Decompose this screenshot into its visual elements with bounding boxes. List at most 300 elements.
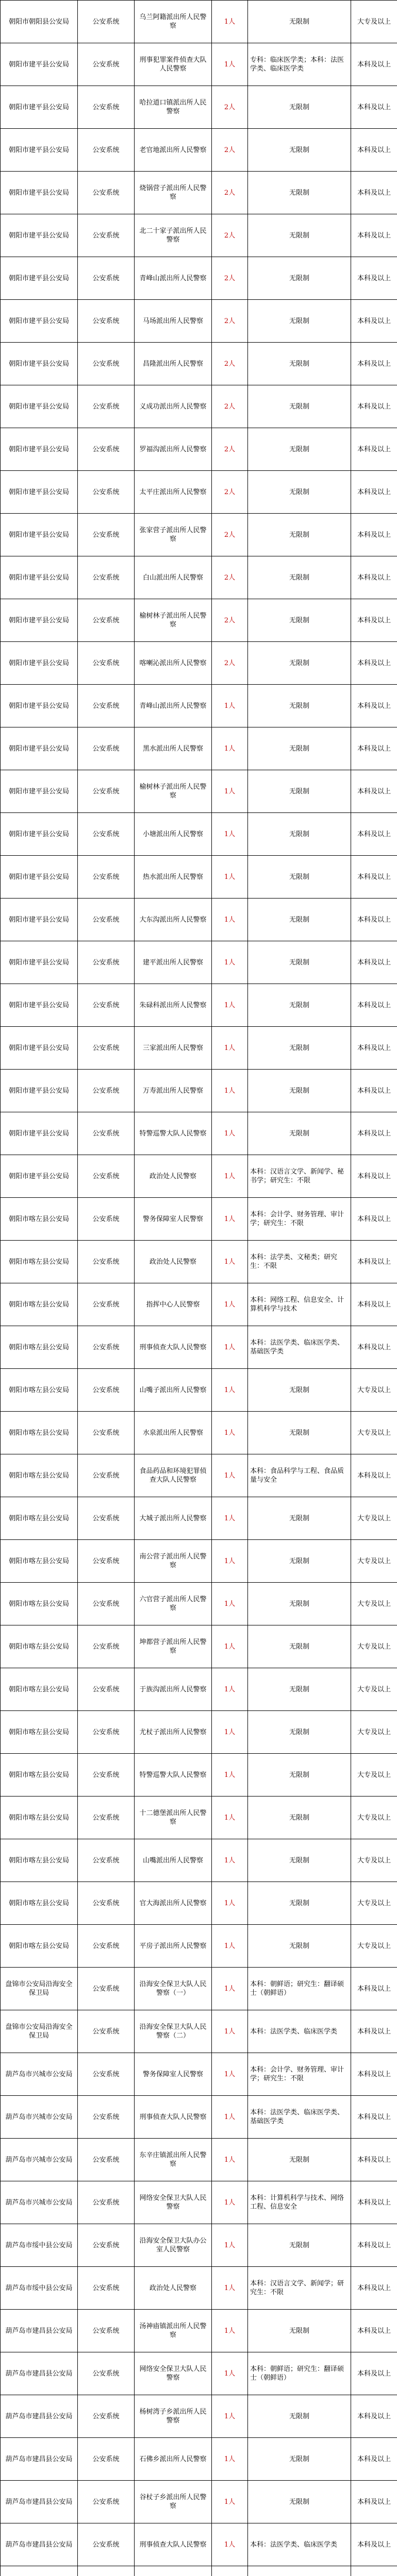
post-cell: 特警巡警大队人民警察 [135, 1112, 212, 1155]
post-cell: 朱碌科派出所人民警察 [135, 984, 212, 1027]
major-cell: 本科：会计学、财务管理、审计学；研究生：不限 [248, 1198, 351, 1241]
unit-cell: 朝阳市建平县公安局 [1, 343, 78, 385]
count-cell: 2人 [212, 556, 248, 599]
post-cell: 六官营子派出所人民警察 [135, 1583, 212, 1625]
major-cell: 无限制 [248, 899, 351, 941]
education-cell: 本科及以上 [351, 428, 397, 471]
system-cell: 公安系统 [78, 770, 135, 813]
count-cell: 1人 [212, 2224, 248, 2267]
count-cell: 1人 [212, 2481, 248, 2523]
unit-cell: 葫芦岛市建昌县公安局 [1, 2438, 78, 2481]
post-cell: 网络安全保卫大队人民警察 [135, 2181, 212, 2224]
count-cell: 1人 [212, 1155, 248, 1198]
unit-cell: 朝阳市喀左县公安局 [1, 1241, 78, 1283]
unit-cell: 盘锦市公安局沿海安全保卫局 [1, 2010, 78, 2053]
major-cell: 无限制 [248, 642, 351, 685]
count-cell: 1人 [212, 1711, 248, 1754]
system-cell: 公安系统 [78, 2224, 135, 2267]
education-cell: 大专及以上 [351, 1497, 397, 1540]
table-row [1, 1882, 397, 1925]
education-cell: 本科及以上 [351, 599, 397, 642]
major-cell: 无限制 [248, 1583, 351, 1625]
table-row [1, 1155, 397, 1198]
education-cell: 本科及以上 [351, 1454, 397, 1497]
table-row [1, 2352, 397, 2395]
system-cell: 公安系统 [78, 1112, 135, 1155]
table-row [1, 1497, 397, 1540]
count-cell: 2人 [212, 642, 248, 685]
major-cell: 无限制 [248, 1, 351, 43]
education-cell: 大专及以上 [351, 1754, 397, 1797]
unit-cell: 朝阳市喀左县公安局 [1, 1198, 78, 1241]
unit-cell: 葫芦岛市建昌县公安局 [1, 2395, 78, 2438]
system-cell: 公安系统 [78, 2010, 135, 2053]
education-cell: 本科及以上 [351, 514, 397, 556]
system-cell: 公安系统 [78, 385, 135, 428]
system-cell: 公安系统 [78, 2523, 135, 2566]
education-cell: 本科及以上 [351, 1112, 397, 1155]
major-cell: 本科：法医学类、临床医学类、基础医学类 [248, 1326, 351, 1369]
count-cell: 1人 [212, 1412, 248, 1454]
major-cell: 无限制 [248, 685, 351, 727]
post-cell [135, 2566, 212, 2576]
system-cell [78, 2566, 135, 2576]
major-cell: 无限制 [248, 2438, 351, 2481]
count-cell: 1人 [212, 2139, 248, 2181]
table-row [1, 1968, 397, 2010]
table-row [1, 1198, 397, 1241]
education-cell: 本科及以上 [351, 257, 397, 300]
count-cell: 1人 [212, 43, 248, 86]
count-cell: 2人 [212, 172, 248, 214]
post-cell: 热水派出所人民警察 [135, 856, 212, 899]
post-cell: 东辛庄镇派出所人民警察 [135, 2139, 212, 2181]
count-cell: 1人 [212, 770, 248, 813]
education-cell: 本科及以上 [351, 2139, 397, 2181]
post-cell: 老官地派出所人民警察 [135, 129, 212, 172]
system-cell: 公安系统 [78, 214, 135, 257]
table-row [1, 1625, 397, 1668]
count-cell: 1人 [212, 727, 248, 770]
unit-cell: 朝阳市喀左县公安局 [1, 1583, 78, 1625]
table-row [1, 2053, 397, 2096]
recruitment-table-body [1, 1, 397, 2576]
count-cell: 1人 [212, 1198, 248, 1241]
post-cell: 白山派出所人民警察 [135, 556, 212, 599]
major-cell: 无限制 [248, 1112, 351, 1155]
unit-cell: 葫芦岛市兴城市公安局 [1, 2181, 78, 2224]
table-row [1, 2566, 397, 2576]
table-row [1, 514, 397, 556]
system-cell: 公安系统 [78, 1497, 135, 1540]
education-cell: 大专及以上 [351, 1925, 397, 1968]
post-cell: 哈拉道口镇派出所人民警察 [135, 86, 212, 129]
unit-cell: 朝阳市建平县公安局 [1, 727, 78, 770]
table-row [1, 770, 397, 813]
post-cell: 沿海安全保卫大队人民警察（一） [135, 1968, 212, 2010]
education-cell: 本科及以上 [351, 2395, 397, 2438]
system-cell: 公安系统 [78, 941, 135, 984]
system-cell: 公安系统 [78, 2310, 135, 2352]
major-cell: 无限制 [248, 300, 351, 343]
system-cell: 公安系统 [78, 2481, 135, 2523]
table-row [1, 1369, 397, 1412]
count-cell: 1人 [212, 941, 248, 984]
unit-cell: 葫芦岛市绥中县公安局 [1, 2224, 78, 2267]
table-row [1, 43, 397, 86]
major-cell: 无限制 [248, 343, 351, 385]
major-cell: 无限制 [248, 1839, 351, 1882]
post-cell: 食品药品和环境犯罪侦查大队人民警察 [135, 1454, 212, 1497]
table-row [1, 899, 397, 941]
education-cell: 大专及以上 [351, 1797, 397, 1839]
post-cell: 太平庄派出所人民警察 [135, 471, 212, 514]
post-cell: 山嘴派出所人民警察 [135, 1839, 212, 1882]
post-cell: 沿海安全保卫大队办公室人民警察 [135, 2224, 212, 2267]
education-cell: 大专及以上 [351, 1625, 397, 1668]
major-cell: 无限制 [248, 514, 351, 556]
major-cell: 本科：法医学类、临床医学类 [248, 2523, 351, 2566]
unit-cell: 朝阳市喀左县公安局 [1, 1668, 78, 1711]
table-row [1, 2310, 397, 2352]
table-row [1, 642, 397, 685]
system-cell: 公安系统 [78, 343, 135, 385]
system-cell: 公安系统 [78, 1540, 135, 1583]
major-cell: 本科：汉语言文学、新闻学、秘书学；研究生：不限 [248, 1155, 351, 1198]
major-cell: 无限制 [248, 941, 351, 984]
unit-cell: 朝阳市喀左县公安局 [1, 1797, 78, 1839]
education-cell: 大专及以上 [351, 1839, 397, 1882]
major-cell: 无限制 [248, 1412, 351, 1454]
major-cell: 无限制 [248, 2310, 351, 2352]
table-row [1, 1925, 397, 1968]
count-cell: 2人 [212, 300, 248, 343]
education-cell: 本科及以上 [351, 2053, 397, 2096]
post-cell: 罗福沟派出所人民警察 [135, 428, 212, 471]
post-cell: 特警巡警大队人民警察 [135, 1754, 212, 1797]
post-cell: 刑事犯罪案件侦查大队人民警察 [135, 43, 212, 86]
education-cell: 本科及以上 [351, 856, 397, 899]
system-cell: 公安系统 [78, 2438, 135, 2481]
table-row [1, 941, 397, 984]
unit-cell: 朝阳市建平县公安局 [1, 428, 78, 471]
count-cell: 1人 [212, 2181, 248, 2224]
count-cell: 1人 [212, 1326, 248, 1369]
education-cell: 本科及以上 [351, 813, 397, 856]
major-cell: 无限制 [248, 770, 351, 813]
table-row [1, 2139, 397, 2181]
system-cell: 公安系统 [78, 899, 135, 941]
post-cell: 汤神庙镇派出所人民警察 [135, 2310, 212, 2352]
table-row [1, 599, 397, 642]
unit-cell: 朝阳市喀左县公安局 [1, 1925, 78, 1968]
count-cell: 1人 [212, 2395, 248, 2438]
table-row [1, 2224, 397, 2267]
post-cell: 青峰山派出所人民警察 [135, 685, 212, 727]
system-cell: 公安系统 [78, 1326, 135, 1369]
major-cell: 无限制 [248, 2395, 351, 2438]
post-cell: 青峰山派出所人民警察 [135, 257, 212, 300]
education-cell: 大专及以上 [351, 1711, 397, 1754]
education-cell: 本科及以上 [351, 1241, 397, 1283]
post-cell: 大城子派出所人民警察 [135, 1497, 212, 1540]
unit-cell: 朝阳市喀左县公安局 [1, 1454, 78, 1497]
count-cell: 1人 [212, 2096, 248, 2139]
system-cell: 公安系统 [78, 1925, 135, 1968]
unit-cell: 葫芦岛市绥中县公安局 [1, 2267, 78, 2310]
table-row [1, 1027, 397, 1070]
count-cell: 1人 [212, 1754, 248, 1797]
system-cell: 公安系统 [78, 514, 135, 556]
education-cell: 大专及以上 [351, 1369, 397, 1412]
count-cell: 1人 [212, 856, 248, 899]
system-cell: 公安系统 [78, 727, 135, 770]
unit-cell: 朝阳市喀左县公安局 [1, 1326, 78, 1369]
major-cell: 无限制 [248, 214, 351, 257]
unit-cell: 朝阳市喀左县公安局 [1, 1412, 78, 1454]
education-cell: 大专及以上 [351, 1412, 397, 1454]
education-cell: 本科及以上 [351, 2352, 397, 2395]
education-cell: 本科及以上 [351, 685, 397, 727]
unit-cell: 朝阳市喀左县公安局 [1, 1497, 78, 1540]
major-cell: 无限制 [248, 1070, 351, 1112]
system-cell: 公安系统 [78, 685, 135, 727]
education-cell: 本科及以上 [351, 1283, 397, 1326]
system-cell: 公安系统 [78, 556, 135, 599]
system-cell: 公安系统 [78, 642, 135, 685]
system-cell: 公安系统 [78, 599, 135, 642]
table-row [1, 984, 397, 1027]
education-cell: 本科及以上 [351, 1070, 397, 1112]
unit-cell: 朝阳市建平县公安局 [1, 300, 78, 343]
unit-cell: 朝阳市喀左县公安局 [1, 1625, 78, 1668]
major-cell: 本科：食品科学与工程、食品质量与安全 [248, 1454, 351, 1497]
major-cell: 无限制 [248, 1625, 351, 1668]
count-cell: 2人 [212, 86, 248, 129]
unit-cell: 朝阳市建平县公安局 [1, 685, 78, 727]
unit-cell: 葫芦岛市建昌县公安局 [1, 2310, 78, 2352]
count-cell: 1人 [212, 2310, 248, 2352]
count-cell: 1人 [212, 1583, 248, 1625]
count-cell: 1人 [212, 1668, 248, 1711]
table-row [1, 1241, 397, 1283]
post-cell: 指挥中心人民警察 [135, 1283, 212, 1326]
count-cell: 1人 [212, 1369, 248, 1412]
table-row [1, 2523, 397, 2566]
unit-cell: 朝阳市建平县公安局 [1, 1070, 78, 1112]
education-cell: 本科及以上 [351, 984, 397, 1027]
education-cell: 本科及以上 [351, 2010, 397, 2053]
major-cell: 无限制 [248, 599, 351, 642]
table-row [1, 2096, 397, 2139]
count-cell: 1人 [212, 899, 248, 941]
major-cell: 无限制 [248, 1754, 351, 1797]
unit-cell: 朝阳市建平县公安局 [1, 856, 78, 899]
major-cell: 无限制 [248, 1668, 351, 1711]
post-cell: 政治处人民警察 [135, 2267, 212, 2310]
unit-cell: 朝阳市建平县公安局 [1, 514, 78, 556]
system-cell: 公安系统 [78, 2267, 135, 2310]
system-cell: 公安系统 [78, 1968, 135, 2010]
education-cell: 本科及以上 [351, 2523, 397, 2566]
count-cell: 2人 [212, 129, 248, 172]
table-row [1, 1283, 397, 1326]
major-cell: 无限制 [248, 1369, 351, 1412]
system-cell: 公安系统 [78, 257, 135, 300]
post-cell: 万寿派出所人民警察 [135, 1070, 212, 1112]
table-row [1, 813, 397, 856]
count-cell: 2人 [212, 214, 248, 257]
post-cell: 坤都营子派出所人民警察 [135, 1625, 212, 1668]
education-cell: 大专及以上 [351, 1, 397, 43]
table-row [1, 471, 397, 514]
major-cell: 本科：汉语言文学、新闻学；研究生：不限 [248, 2267, 351, 2310]
table-row [1, 1, 397, 43]
system-cell: 公安系统 [78, 1454, 135, 1497]
count-cell [212, 2566, 248, 2576]
table-row [1, 214, 397, 257]
system-cell: 公安系统 [78, 1882, 135, 1925]
education-cell: 大专及以上 [351, 1668, 397, 1711]
count-cell: 1人 [212, 2267, 248, 2310]
count-cell: 1人 [212, 1540, 248, 1583]
major-cell: 无限制 [248, 385, 351, 428]
post-cell: 十二德堡派出所人民警察 [135, 1797, 212, 1839]
table-row [1, 1454, 397, 1497]
system-cell: 公安系统 [78, 2139, 135, 2181]
system-cell: 公安系统 [78, 1155, 135, 1198]
education-cell: 本科及以上 [351, 727, 397, 770]
table-row [1, 1412, 397, 1454]
unit-cell: 朝阳市喀左县公安局 [1, 1540, 78, 1583]
unit-cell: 朝阳市建平县公安局 [1, 43, 78, 86]
unit-cell: 盘锦市公安局沿海安全保卫局 [1, 1968, 78, 2010]
system-cell: 公安系统 [78, 1241, 135, 1283]
education-cell: 本科及以上 [351, 2310, 397, 2352]
major-cell: 无限制 [248, 86, 351, 129]
system-cell: 公安系统 [78, 984, 135, 1027]
post-cell: 张家营子派出所人民警察 [135, 514, 212, 556]
count-cell: 1人 [212, 1497, 248, 1540]
table-row [1, 1326, 397, 1369]
system-cell: 公安系统 [78, 1412, 135, 1454]
table-row [1, 1070, 397, 1112]
education-cell: 本科及以上 [351, 2438, 397, 2481]
table-row [1, 2181, 397, 2224]
education-cell: 本科及以上 [351, 129, 397, 172]
education-cell: 大专及以上 [351, 1540, 397, 1583]
major-cell: 本科：会计学、财务管理、审计学；研究生：不限 [248, 2053, 351, 2096]
major-cell: 本科：网络工程、信息安全、计算机科学与技术 [248, 1283, 351, 1326]
education-cell: 本科及以上 [351, 2181, 397, 2224]
count-cell: 1人 [212, 1882, 248, 1925]
major-cell: 本科：法医学类、临床医学类 [248, 2010, 351, 2053]
count-cell: 1人 [212, 1070, 248, 1112]
system-cell: 公安系统 [78, 86, 135, 129]
table-row [1, 1668, 397, 1711]
unit-cell: 朝阳市建平县公安局 [1, 984, 78, 1027]
education-cell: 本科及以上 [351, 385, 397, 428]
system-cell: 公安系统 [78, 2096, 135, 2139]
post-cell: 榆树林子派出所人民警察 [135, 599, 212, 642]
count-cell: 2人 [212, 257, 248, 300]
count-cell: 1人 [212, 1027, 248, 1070]
count-cell: 2人 [212, 385, 248, 428]
table-row [1, 172, 397, 214]
count-cell: 1人 [212, 2523, 248, 2566]
post-cell: 政治处人民警察 [135, 1155, 212, 1198]
post-cell: 大东沟派出所人民警察 [135, 899, 212, 941]
table-row [1, 685, 397, 727]
count-cell: 1人 [212, 1, 248, 43]
education-cell: 本科及以上 [351, 471, 397, 514]
unit-cell: 葫芦岛市建昌县公安局 [1, 2523, 78, 2566]
count-cell: 1人 [212, 1968, 248, 2010]
table-row [1, 2481, 397, 2523]
education-cell: 本科及以上 [351, 86, 397, 129]
table-row [1, 1754, 397, 1797]
education-cell [351, 2566, 397, 2576]
unit-cell: 葫芦岛市兴城市公安局 [1, 2139, 78, 2181]
post-cell: 榆树林子派出所人民警察 [135, 770, 212, 813]
system-cell: 公安系统 [78, 1283, 135, 1326]
table-row [1, 1112, 397, 1155]
system-cell: 公安系统 [78, 1583, 135, 1625]
table-row [1, 856, 397, 899]
post-cell: 喀喇沁派出所人民警察 [135, 642, 212, 685]
post-cell: 小塘派出所人民警察 [135, 813, 212, 856]
system-cell: 公安系统 [78, 1625, 135, 1668]
table-row [1, 727, 397, 770]
post-cell: 水泉派出所人民警察 [135, 1412, 212, 1454]
unit-cell: 朝阳市建平县公安局 [1, 129, 78, 172]
count-cell: 1人 [212, 1112, 248, 1155]
major-cell: 本科：法学类、文秘类；研究生：不限 [248, 1241, 351, 1283]
post-cell: 尤杖子派出所人民警察 [135, 1711, 212, 1754]
education-cell: 本科及以上 [351, 2224, 397, 2267]
system-cell: 公安系统 [78, 428, 135, 471]
unit-cell: 葫芦岛市建昌县公安局 [1, 2352, 78, 2395]
education-cell: 大专及以上 [351, 1882, 397, 1925]
system-cell: 公安系统 [78, 1754, 135, 1797]
table-row [1, 2010, 397, 2053]
system-cell: 公安系统 [78, 1, 135, 43]
post-cell: 杨树湾子乡派出所人民警察 [135, 2395, 212, 2438]
unit-cell [1, 2566, 78, 2576]
table-row [1, 1540, 397, 1583]
post-cell: 谷杖子乡派出所人民警察 [135, 2481, 212, 2523]
system-cell: 公安系统 [78, 1027, 135, 1070]
count-cell: 1人 [212, 1241, 248, 1283]
post-cell: 昌隆派出所人民警察 [135, 343, 212, 385]
unit-cell: 朝阳市建平县公安局 [1, 86, 78, 129]
system-cell: 公安系统 [78, 43, 135, 86]
system-cell: 公安系统 [78, 1668, 135, 1711]
system-cell: 公安系统 [78, 2181, 135, 2224]
post-cell: 三家派出所人民警察 [135, 1027, 212, 1070]
system-cell: 公安系统 [78, 172, 135, 214]
major-cell: 无限制 [248, 428, 351, 471]
post-cell: 马场派出所人民警察 [135, 300, 212, 343]
unit-cell: 朝阳市建平县公安局 [1, 471, 78, 514]
unit-cell: 朝阳市喀左县公安局 [1, 1754, 78, 1797]
system-cell: 公安系统 [78, 300, 135, 343]
table-row [1, 257, 397, 300]
count-cell: 2人 [212, 471, 248, 514]
unit-cell: 朝阳市建平县公安局 [1, 813, 78, 856]
post-cell: 义成功派出所人民警察 [135, 385, 212, 428]
count-cell: 2人 [212, 428, 248, 471]
